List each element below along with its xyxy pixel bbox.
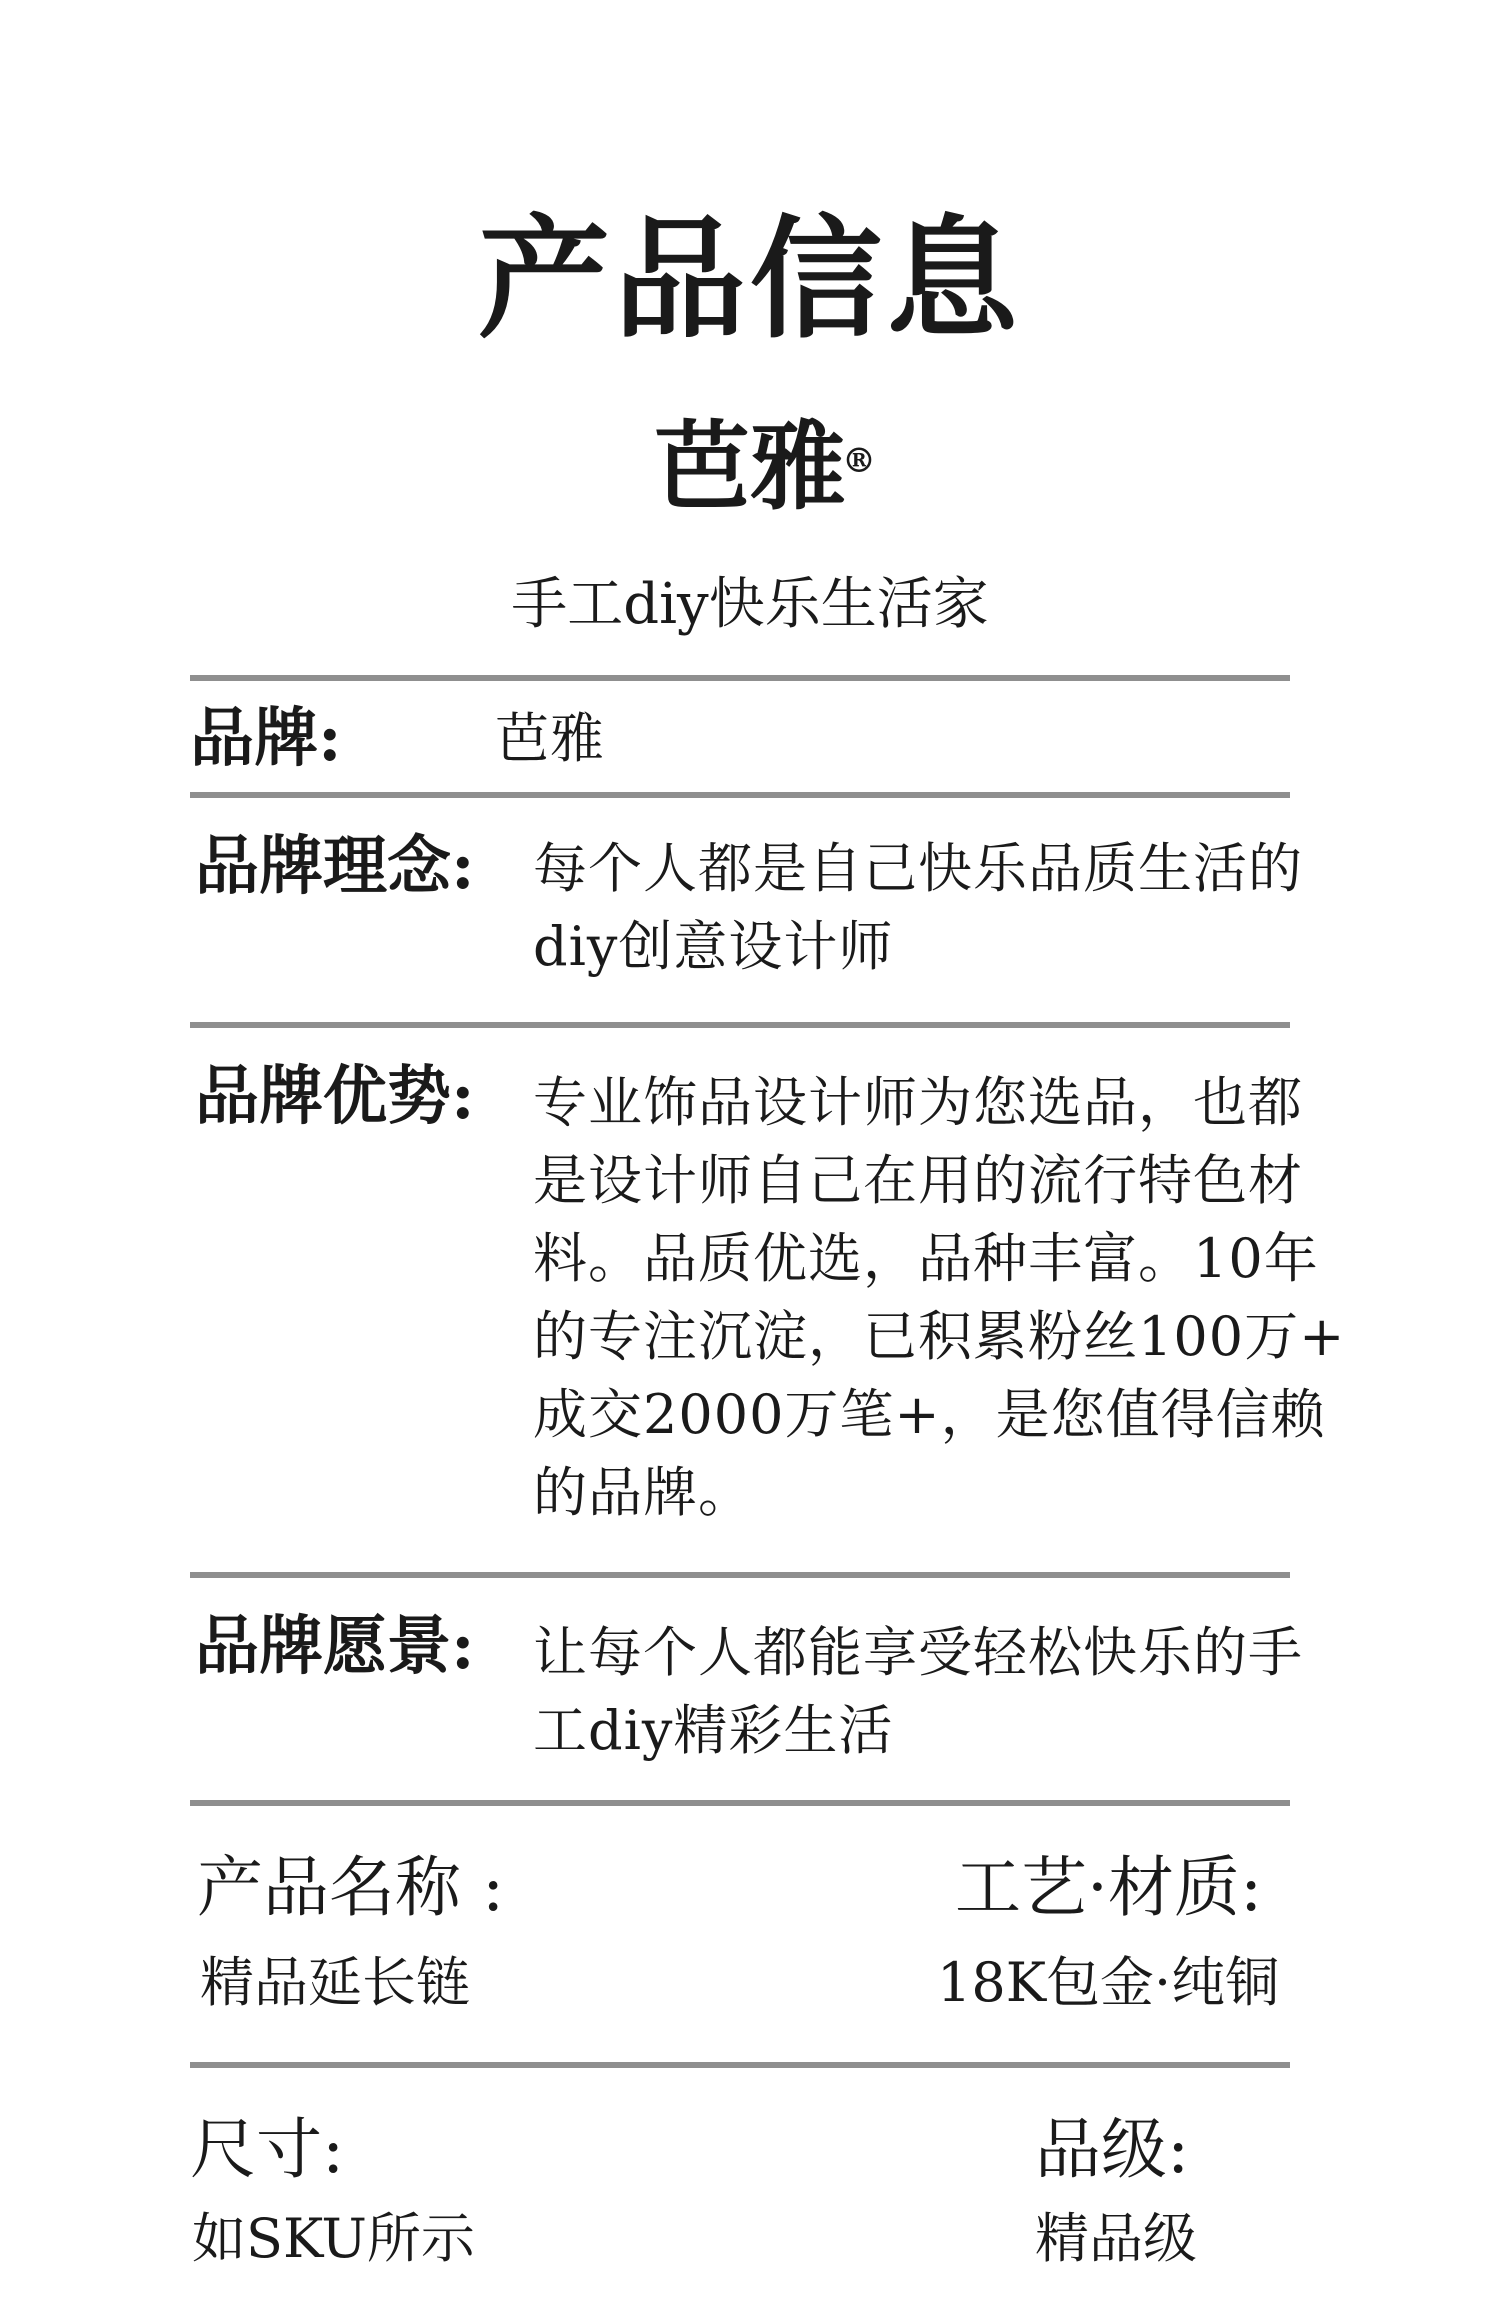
brand-name [654, 410, 876, 523]
philosophy-line: 每个人都是自己快乐品质生活的 [533, 837, 1303, 900]
brand-label: 品牌: [190, 701, 342, 776]
vision-line: 让每个人都能享受轻松快乐的手 [533, 1621, 1303, 1684]
registered-trademark-icon: ® [842, 441, 876, 481]
advantage-line: 料。品质优选，品种丰富。10年 [533, 1227, 1319, 1290]
advantage-line: 专业饰品设计师为您选品，也都 [533, 1071, 1303, 1134]
size-label: 尺寸: [190, 2111, 345, 2188]
divider [190, 1800, 1290, 1806]
size-value: 如SKU所示 [192, 2207, 475, 2270]
advantage-value [533, 1064, 1483, 1532]
advantage-line: 的品牌。 [533, 1461, 753, 1524]
craft-material-label: 工艺·材质: [955, 1849, 1263, 1926]
advantage-line: 是设计师自己在用的流行特色材 [533, 1149, 1303, 1212]
advantage-label: 品牌优势: [195, 1059, 475, 1134]
vision-value [533, 1614, 1483, 1770]
grade-value: 精品级 [1035, 2207, 1197, 2270]
divider [190, 675, 1290, 681]
product-name-value: 精品延长链 [200, 1951, 470, 2014]
divider [190, 2062, 1290, 2068]
divider [190, 1022, 1290, 1028]
advantage-line: 成交2000万笔+，是您值得信赖 [533, 1383, 1326, 1446]
vision-label: 品牌愿景: [195, 1609, 475, 1684]
divider [190, 1572, 1290, 1578]
advantage-line: 的专注沉淀，已积累粉丝100万+ [533, 1305, 1346, 1368]
product-name-label: 产品名称 : [197, 1849, 505, 1926]
vision-line: 工diy精彩生活 [533, 1699, 894, 1762]
philosophy-label: 品牌理念: [195, 829, 475, 904]
brand-name-text: 芭雅 [654, 410, 846, 523]
craft-material-value: 18K包金·纯铜 [937, 1951, 1280, 2014]
page-title: 产品信息 [478, 202, 1022, 357]
philosophy-value [533, 830, 1483, 986]
brand-value: 芭雅 [495, 707, 605, 770]
brand-slogan: 手工diy快乐生活家 [511, 572, 989, 637]
brand-logo [0, 412, 1500, 522]
grade-label: 品级: [1035, 2111, 1190, 2188]
divider [190, 792, 1290, 798]
philosophy-line: diy创意设计师 [533, 915, 894, 978]
